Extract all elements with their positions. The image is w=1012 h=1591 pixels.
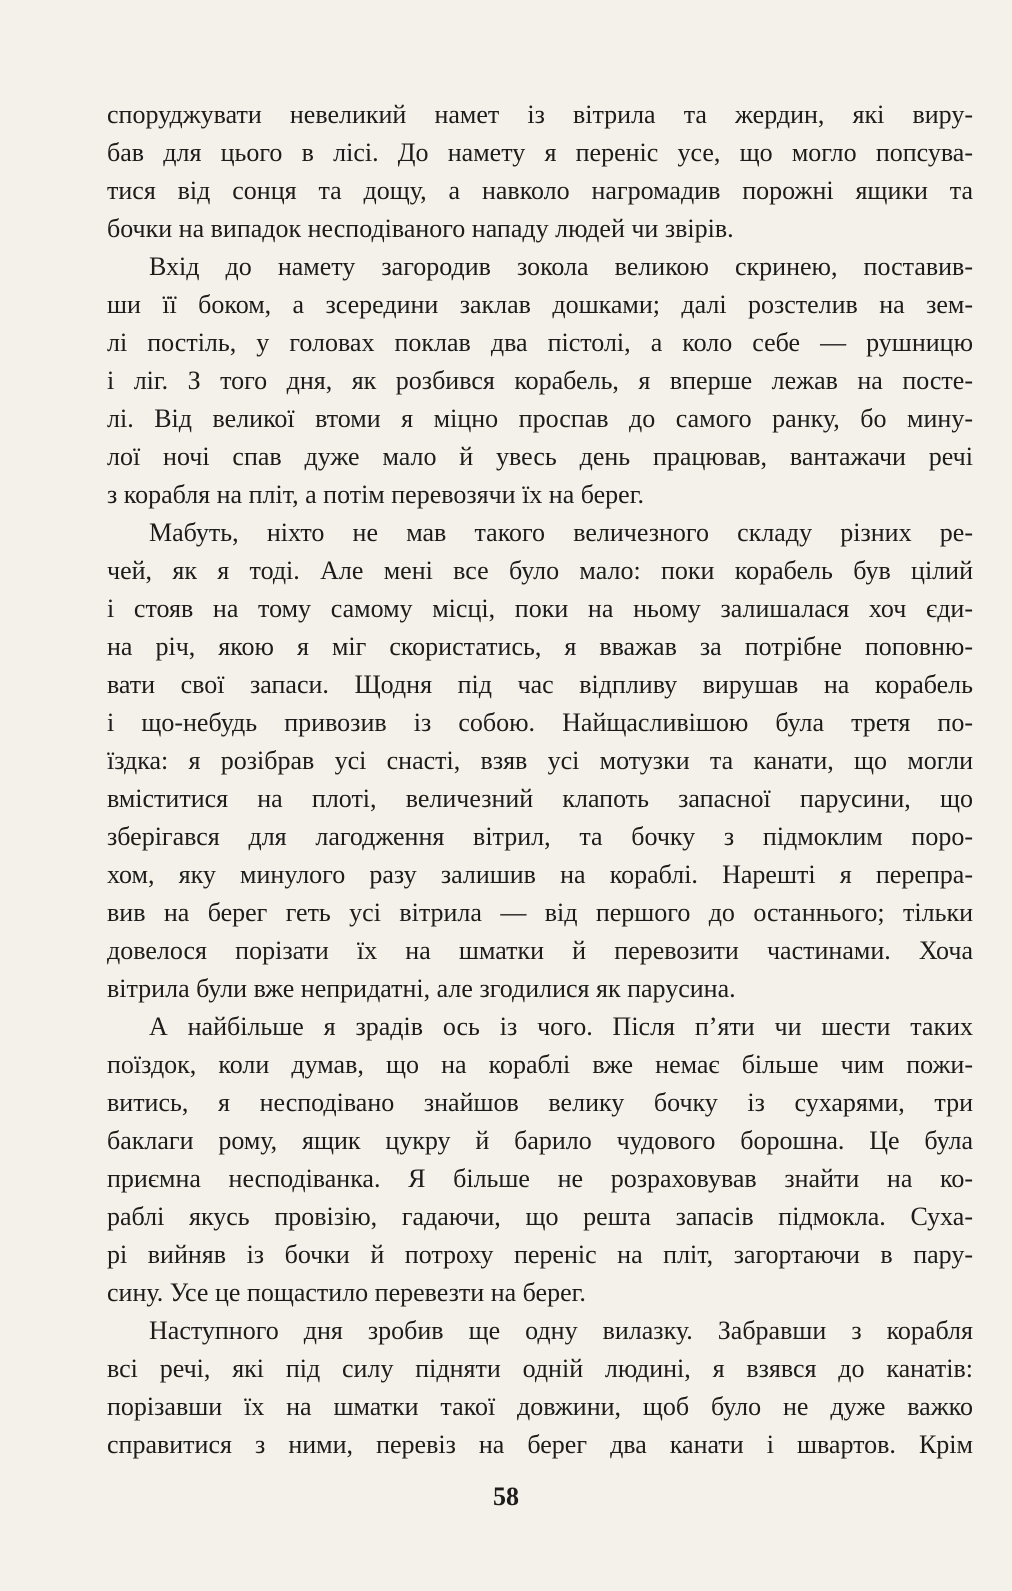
text-line: рі вийняв із бочки й потроху переніс на пліт, загортаючи в пару-: [107, 1240, 973, 1269]
text-line: їздка: я розібрав усі снасті, взяв усі мотузки та канати, що могли: [107, 746, 973, 775]
text-line: вітрила були вже непридатні, але згодилися як парусина.: [107, 974, 736, 1003]
text-line: з корабля на пліт, а потім перевозячи їх на берег.: [107, 480, 644, 509]
text-line: Вхід до намету загородив зокола великою скринею, поставив-: [149, 252, 973, 281]
text-line: раблі якусь провізію, гадаючи, що решта запасів підмокла. Суха-: [107, 1202, 973, 1231]
text-line: справитися з ними, перевіз на берег два канати і швартов. Крім: [107, 1430, 973, 1459]
text-line: А найбільше я зрадів ось із чого. Після п’яти чи шести таких: [149, 1012, 973, 1041]
text-line: вміститися на плоті, величезний клапоть запасної парусини, що: [107, 784, 973, 813]
text-line: всі речі, які під силу підняти одній людині, я взявся до канатів:: [107, 1354, 973, 1383]
text-line: і що-небудь привозив із собою. Найщасливішою була третя по-: [107, 708, 973, 737]
text-line: лої ночі спав дуже мало й увесь день працював, вантажачи речі: [107, 442, 973, 471]
paragraph-2: [107, 248, 973, 514]
text-line: порізавши їх на шматки такої довжини, щоб було не дуже важко: [107, 1392, 973, 1421]
text-line: Мабуть, ніхто не мав такого величезного складу різних ре-: [149, 518, 973, 547]
text-line: приємна несподіванка. Я більше не розраховував знайти на ко-: [107, 1164, 973, 1193]
text-line: на річ, якою я міг скористатись, я вважав за потрібне поповню-: [107, 632, 973, 661]
paragraph-3: [107, 514, 973, 1008]
text-line: споруджувати невеликий намет із вітрила та жердин, які виру-: [107, 100, 973, 129]
text-line: хом, яку минулого разу залишив на кораблі. Нарешті я перепра-: [107, 860, 973, 889]
text-line: і стояв на тому самому місці, поки на ньому залишалася хоч єди-: [107, 594, 973, 623]
paragraph-1: [107, 96, 973, 248]
text-line: вив на берег геть усі вітрила — від першого до останнього; тільки: [107, 898, 973, 927]
paragraph-5: [107, 1312, 973, 1464]
page-number: 58: [493, 1482, 519, 1511]
paragraph-4: [107, 1008, 973, 1312]
text-line: довелося порізати їх на шматки й перевозити частинами. Хоча: [107, 936, 973, 965]
text-line: поїздок, коли думав, що на кораблі вже немає більше чим пожи-: [107, 1050, 973, 1079]
text-line: тися від сонця та дощу, а навколо нагромадив порожні ящики та: [107, 176, 973, 205]
text-line: вати свої запаси. Щодня під час відпливу вирушав на корабель: [107, 670, 973, 699]
text-line: лі постіль, у головах поклав два пістолі, а коло себе — рушницю: [107, 328, 973, 357]
text-line: сину. Усе це пощастило перевезти на берег.: [107, 1278, 586, 1307]
text-line: баклаги рому, ящик цукру й барило чудового борошна. Це була: [107, 1126, 973, 1155]
text-line: зберігався для лагодження вітрил, та бочку з підмоклим поро-: [107, 822, 973, 851]
text-line: Наступного дня зробив ще одну вилазку. Забравши з корабля: [149, 1316, 973, 1345]
text-line: бочки на випадок несподіваного нападу людей чи звірів.: [107, 214, 734, 243]
text-line: витись, я несподівано знайшов велику бочку із сухарями, три: [107, 1088, 973, 1117]
text-line: чей, як я тоді. Але мені все було мало: поки корабель був цілий: [107, 556, 973, 585]
text-line: і ліг. З того дня, як розбився корабель, я вперше лежав на посте-: [107, 366, 973, 395]
text-line: бав для цього в лісі. До намету я переніс усе, що могло попсува-: [107, 138, 973, 167]
text-line: ши її боком, а зсередини заклав дошками; далі розстелив на зем-: [107, 290, 973, 319]
body-text: [107, 96, 973, 1464]
text-line: лі. Від великої втоми я міцно проспав до самого ранку, бо мину-: [107, 404, 973, 433]
